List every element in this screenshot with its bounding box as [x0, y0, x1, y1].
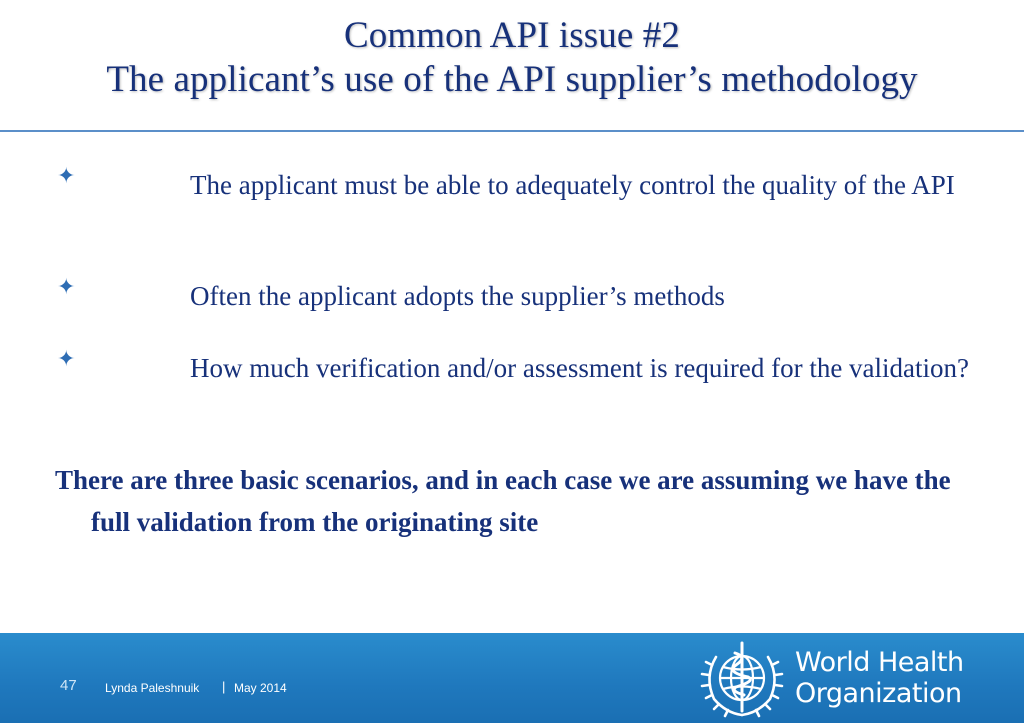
presentation-date: May 2014 — [234, 681, 287, 695]
who-emblem-icon — [696, 637, 788, 719]
title-line-1: Common API issue #2 — [344, 15, 680, 56]
title-divider — [0, 130, 1024, 132]
summary-text: There are three basic scenarios, and in each case we are assuming we have the full validation from the originating site — [55, 465, 951, 537]
org-name-line-1: World Health — [795, 647, 964, 678]
footer-separator: | — [222, 679, 226, 694]
title-line-2: The applicant’s use of the API supplier’s methodology — [106, 59, 918, 100]
slide-number: 47 — [60, 677, 77, 694]
author-name: Lynda Paleshnuik — [105, 681, 200, 695]
star-bullet-icon: ✦ — [57, 347, 76, 372]
star-bullet-icon: ✦ — [57, 164, 76, 189]
star-bullet-icon: ✦ — [57, 275, 76, 300]
footer-bar — [0, 633, 1024, 723]
bullet-text: The applicant must be able to adequately control the quality of the API — [190, 170, 955, 200]
slide-title — [0, 14, 1024, 102]
organization-name — [795, 647, 964, 709]
bullet-text: How much verification and/or assessment is required for the validation? — [190, 353, 970, 383]
bullet-text: Often the applicant adopts the supplier’s methods — [190, 281, 725, 311]
org-name-line-2: Organization — [795, 678, 962, 709]
